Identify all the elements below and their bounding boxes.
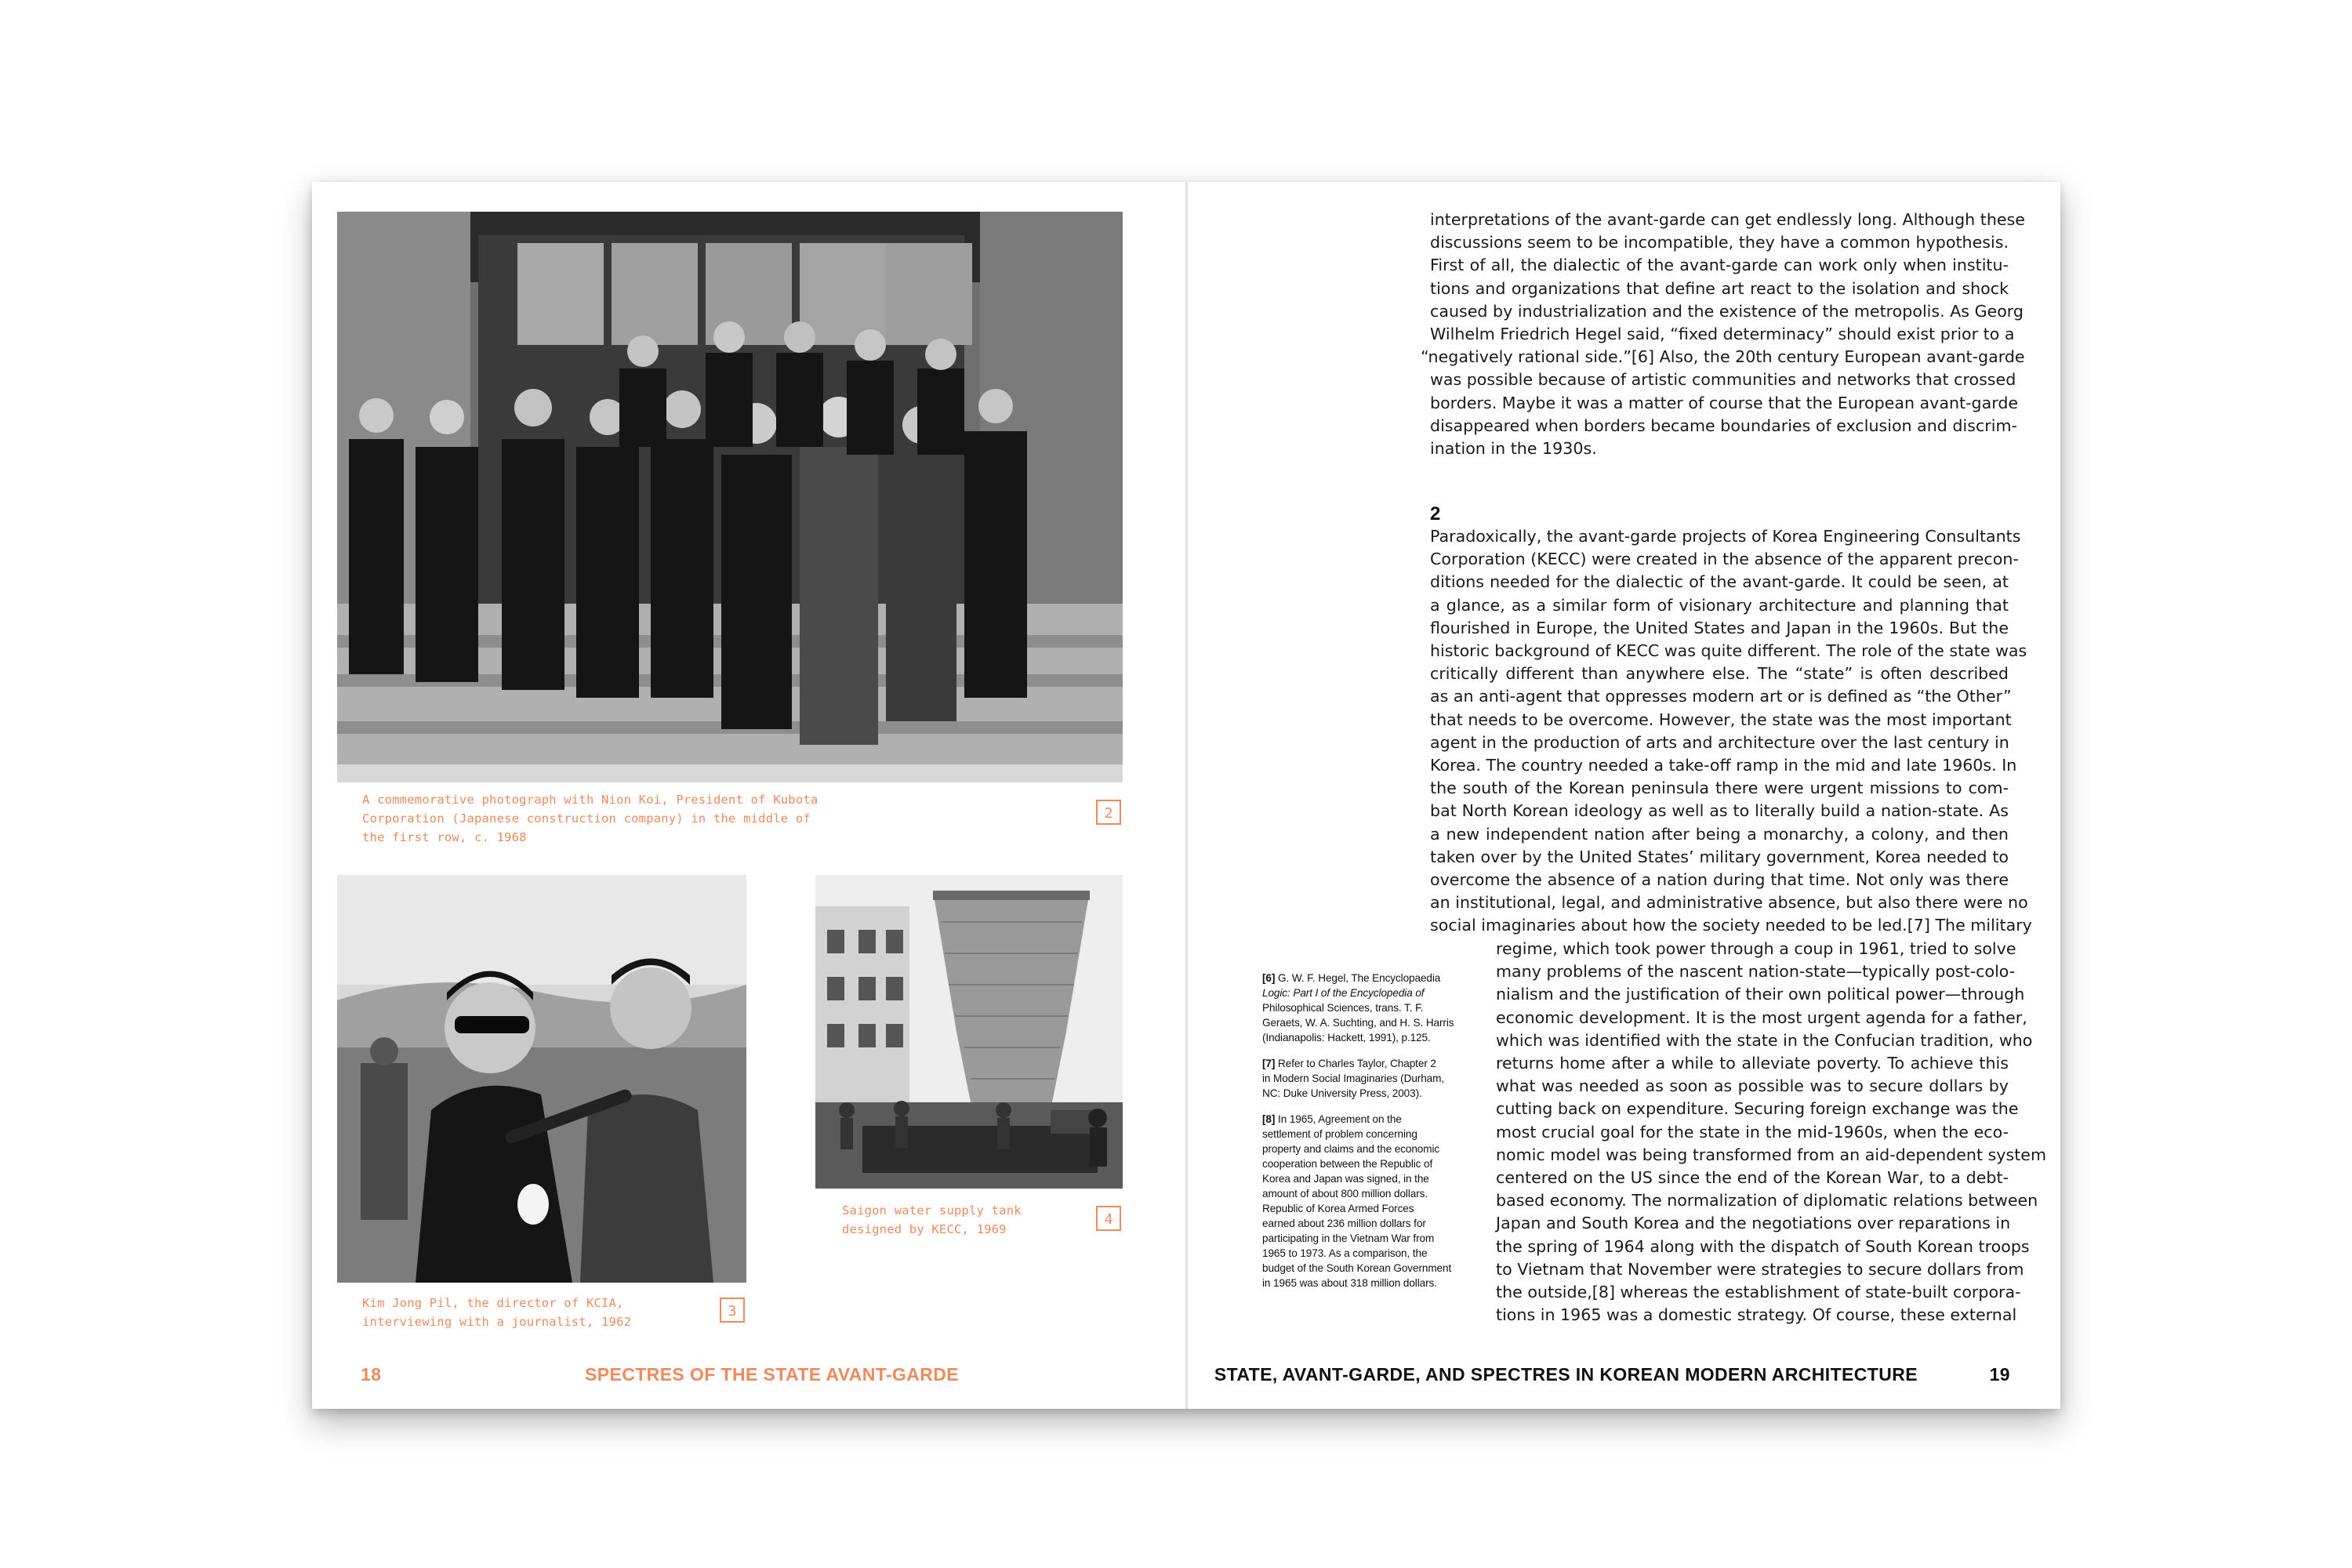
- body-line: tions in 1965 was a domestic strategy. Of course, these external: [1496, 1305, 2017, 1325]
- body-line: agent in the production of arts and architecture over the last century in: [1430, 732, 2009, 752]
- body-line: interpretations of the avant-garde can get endlessly long. Although these: [1430, 210, 2025, 229]
- body-line: discussions seem to be incompatible, they have a common hypothesis.: [1430, 233, 2009, 252]
- footnote-line: (Indianapolis: Hackett, 1991), p.125.: [1262, 1032, 1431, 1044]
- body-line: overcome the absence of a nation during that time. Not only was there: [1430, 870, 2009, 890]
- body-line: as an anti-agent that oppresses modern art or is defined as “the Other”: [1430, 687, 2012, 706]
- footnote-line: Refer to Charles Taylor, Chapter 2: [1278, 1058, 1436, 1069]
- left-running-head: SPECTRES OF THE STATE AVANT-GARDE: [585, 1364, 960, 1385]
- footnote-line: 1965 to 1973. As a comparison, the: [1262, 1247, 1428, 1259]
- body-line: historic background of KECC was quite different. The role of the state was: [1430, 641, 2027, 661]
- body-line: Corporation (KECC) were created in the absence of the apparent precon-: [1430, 550, 2019, 569]
- body-text-narrow: [1496, 938, 2047, 1327]
- body-line: flourished in Europe, the United States and Japan in the 1960s. But the: [1430, 618, 2009, 637]
- figure-3-number: 3: [720, 1298, 745, 1323]
- footnote-line: settlement of problem concerning: [1262, 1128, 1417, 1140]
- footnote-line: budget of the South Korean Government: [1262, 1262, 1452, 1274]
- footnote-line: earned about 236 million dollars for: [1262, 1218, 1426, 1229]
- section-heading: 2: [1430, 503, 1441, 524]
- footnote-line: participating in the Vietnam War from: [1262, 1232, 1435, 1244]
- body-line: an institutional, legal, and administrative absence, but also there were no: [1430, 893, 2028, 913]
- footnote-line: NC: Duke University Press, 2003).: [1262, 1087, 1422, 1099]
- figure-4-number: 4: [1096, 1206, 1121, 1231]
- caption-line: the first row, c. 1968: [362, 830, 527, 844]
- body-line: social imaginaries about how the society needed to be led.[7] The military: [1430, 916, 2032, 935]
- left-page-number: 18: [361, 1364, 382, 1385]
- body-line: a new independent nation after being a monarchy, a colony, and then: [1430, 824, 2009, 844]
- body-line: First of all, the dialectic of the avant-garde can work only when institu-: [1430, 256, 2009, 275]
- footnote-line: G. W. F. Hegel, The Encyclopaedia: [1278, 972, 1441, 984]
- body-line: nomic model was being transformed from an aid-dependent system: [1496, 1145, 2047, 1164]
- body-text-top: [1421, 209, 2025, 460]
- caption-line: A commemorative photograph with Nion Koi, President of Kubota: [362, 793, 818, 807]
- body-line: nialism and the justification of their own political power—through: [1496, 985, 2025, 1004]
- footnote-line: cooperation between the Republic of: [1262, 1158, 1433, 1170]
- footnote-line: amount of about 800 million dollars.: [1262, 1188, 1428, 1200]
- body-line: critically different than anywhere else. The “state” is often described: [1430, 664, 2009, 684]
- body-line: returns home after a while to alleviate poverty. To achieve this: [1496, 1054, 2009, 1073]
- body-line: was possible because of artistic communities and networks that crossed: [1430, 370, 2016, 390]
- body-line: Paradoxically, the avant-garde projects of Korea Engineering Consultants: [1430, 527, 2021, 546]
- footnote-line: Logic: Part I of the Encyclopedia of: [1262, 987, 1425, 999]
- body-line: to Vietnam that November were strategies to secure dollars from: [1496, 1259, 2024, 1279]
- body-line: regime, which took power through a coup in 1961, tried to solve: [1496, 939, 2016, 958]
- caption-line: Kim Jong Pil, the director of KCIA,: [362, 1296, 624, 1310]
- figure-4-caption: [842, 1201, 1077, 1239]
- interview-photo: [337, 875, 746, 1283]
- body-line: caused by industrialization and the existence of the metropolis. As Georg: [1430, 301, 2024, 321]
- body-line: bat North Korean ideology as well as to literally build a nation-state. As: [1430, 801, 2009, 821]
- body-line: most crucial goal for the state in the mid-1960s, when the eco-: [1496, 1122, 2009, 1142]
- body-line: Wilhelm Friedrich Hegel said, “fixed determinacy” should exist prior to a: [1430, 325, 2015, 344]
- body-line: a glance, as a similar form of visionary architecture and planning that: [1430, 595, 2009, 615]
- body-line: ination in the 1930s.: [1430, 439, 1597, 459]
- figure-2-caption: [362, 790, 833, 847]
- footnote-line: in Modern Social Imaginaries (Durham,: [1262, 1073, 1445, 1084]
- group-portrait-photo: [337, 212, 1123, 782]
- caption-line: designed by KECC, 1969: [842, 1222, 1007, 1236]
- body-line: centered on the US since the end of the Korean War, to a debt-: [1496, 1168, 2009, 1188]
- footnote-line: Republic of Korea Armed Forces: [1262, 1203, 1414, 1214]
- body-line: Korea. The country needed a take-off ramp in the mid and late 1960s. In: [1430, 756, 2017, 775]
- body-line: cutting back on expenditure. Securing foreign exchange was the: [1496, 1099, 2019, 1119]
- footnote-6: [1262, 971, 1490, 1045]
- body-line: “negatively rational side.”[6] Also, the 20th century European avant-garde: [1421, 347, 2025, 367]
- footnote-line: property and claims and the economic: [1262, 1143, 1440, 1155]
- water-tank-photo: [815, 875, 1123, 1189]
- body-line: ditions needed for the dialectic of the avant-garde. It could be seen, at: [1430, 572, 2009, 592]
- body-line: Japan and South Korea and the negotiations over reparations in: [1496, 1214, 2011, 1233]
- body-line: many problems of the nascent nation-state—typically post-colo-: [1496, 962, 2016, 982]
- caption-line: Corporation (Japanese construction company) in the middle of: [362, 811, 811, 826]
- body-line: the south of the Korean peninsula there were urgent missions to com-: [1430, 779, 2009, 798]
- footnote-line: Korea and Japan was signed, in the: [1262, 1173, 1429, 1185]
- footnote-mark: [6]: [1262, 972, 1276, 984]
- footnote-7: [1262, 1056, 1490, 1101]
- body-line: taken over by the United States’ military government, Korea needed to: [1430, 847, 2009, 866]
- left-page: [312, 182, 1185, 1409]
- body-text-section: [1430, 525, 2032, 938]
- footnote-line: Geraets, W. A. Suchting, and H. S. Harris: [1262, 1017, 1454, 1029]
- body-line: the spring of 1964 along with the dispatch of South Korean troops: [1496, 1236, 2030, 1256]
- footnote-mark: [7]: [1262, 1058, 1276, 1069]
- body-line: disappeared when borders became boundaries of exclusion and discrim-: [1430, 416, 2017, 435]
- right-running-head: STATE, AVANT-GARDE, AND SPECTRES IN KOREAN MODERN ARCHITECTURE: [1214, 1364, 1918, 1385]
- body-line: which was identified with the state in the Confucian tradition, who: [1496, 1030, 2033, 1050]
- right-page: [1189, 182, 2060, 1409]
- footnote-mark: [8]: [1262, 1113, 1276, 1125]
- figure-3-caption: [362, 1294, 691, 1331]
- body-line: based economy. The normalization of diplomatic relations between: [1496, 1191, 2038, 1210]
- footnotes: [1262, 971, 1490, 1301]
- body-line: what was needed as soon as possible was to secure dollars by: [1496, 1076, 2009, 1096]
- body-line: the outside,[8] whereas the establishment of state-built corpora-: [1496, 1283, 2021, 1302]
- footnote-8: [1262, 1112, 1490, 1290]
- body-line: that needs to be overcome. However, the state was the most important: [1430, 710, 2012, 729]
- footnote-line: Philosophical Sciences, trans. T. F.: [1262, 1002, 1424, 1014]
- right-page-number: 19: [1989, 1364, 2010, 1385]
- footnote-line: in 1965 was about 318 million dollars.: [1262, 1277, 1437, 1289]
- body-line: borders. Maybe it was a matter of course that the European avant-garde: [1430, 393, 2019, 412]
- body-line: economic development. It is the most urgent agenda for a father,: [1496, 1007, 2027, 1027]
- figure-2-number: 2: [1096, 800, 1121, 825]
- caption-line: Saigon water supply tank: [842, 1203, 1022, 1218]
- body-line: tions and organizations that define art react to the isolation and shock: [1430, 278, 2009, 298]
- footnote-line: In 1965, Agreement on the: [1278, 1113, 1402, 1125]
- caption-line: interviewing with a journalist, 1962: [362, 1315, 632, 1329]
